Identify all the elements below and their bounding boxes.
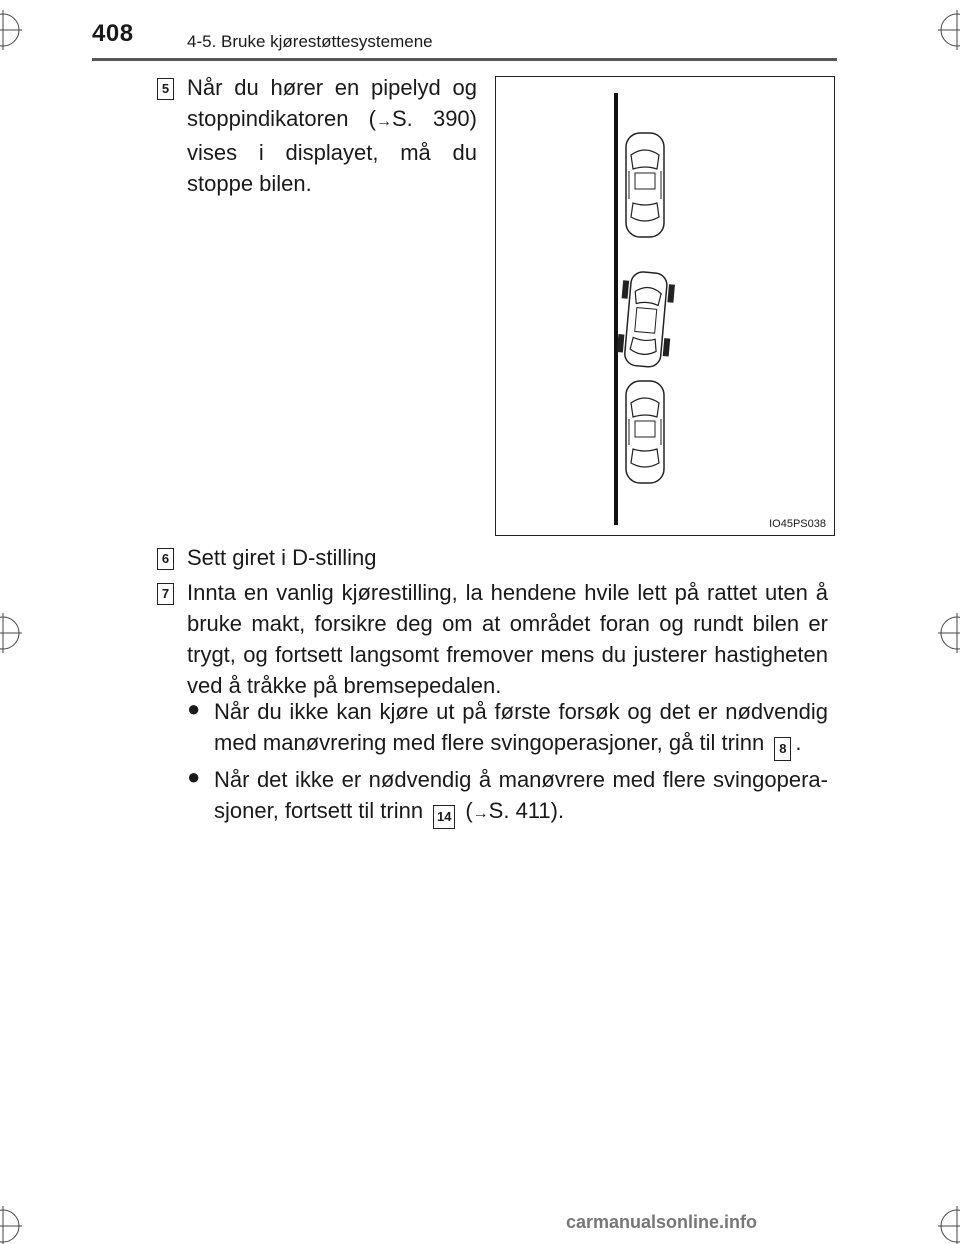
figure-code: IO45PS038 — [769, 518, 826, 530]
bullet-1-line-1: Når du ikke kan kjøre ut på første forsøk og det er nødvendig — [214, 699, 828, 724]
page-reference-arrow-icon: → — [375, 113, 392, 130]
crop-mark-top-left — [0, 0, 40, 60]
parked-car-front — [626, 133, 664, 237]
bullet-1-line-2-text: med manøvrering med flere svingoperasjoner, gå til trinn — [214, 730, 765, 755]
step-5-line-4: stoppe bilen. — [187, 171, 312, 196]
bullet-2-line-2 — [214, 795, 828, 829]
bullet-2-line-1: Når det ikke er nødvendig å manøvrere med flere svingopera- — [214, 767, 828, 792]
bullet-2-line-2-paren: ( — [459, 798, 473, 823]
step-7-line-2: bruke makt, forsikre deg om at området foran og rundt bilen er — [187, 611, 828, 636]
parked-car-rear — [626, 381, 664, 483]
bullet-2-page-reference: S. 411). — [488, 798, 565, 823]
step-5-line-3: vises i displayet, må du — [187, 140, 477, 165]
step-5-badge: 5 — [157, 78, 174, 100]
bullet-1-line-2-end: . — [795, 730, 802, 755]
step-7-text — [187, 577, 828, 701]
bullet-icon: ● — [187, 764, 201, 789]
header-divider — [92, 58, 837, 61]
step-7-line-4: ved å tråkke på bremsepedalen. — [187, 673, 502, 698]
crop-mark-bottom-left — [0, 1196, 40, 1244]
crop-mark-bottom-right — [920, 1196, 960, 1244]
step-14-reference-badge: 14 — [433, 805, 455, 829]
step-5-text — [187, 72, 477, 199]
bullet-2-text — [214, 764, 828, 829]
bullet-1-text — [214, 696, 828, 761]
section-title: 4-5. Bruke kjørestøttesystemene — [187, 32, 433, 51]
step-5-line-1: Når du hører en pipelyd og — [187, 75, 477, 100]
step-7-line-3: trygt, og fortsett langsomt fremover mens du justerer hastigheten — [187, 642, 828, 667]
bullet-1-line-2 — [214, 727, 828, 761]
page-reference-arrow-icon: → — [472, 805, 489, 822]
crop-mark-mid-left — [0, 608, 40, 658]
step-6-text: Sett giret i D-stilling — [187, 545, 377, 570]
parking-diagram — [496, 77, 833, 534]
step-8-reference-badge: 8 — [774, 737, 791, 761]
step-7-line-1: Innta en vanlig kjørestilling, la hendene hvile lett på rattet uten å — [187, 580, 828, 605]
crop-mark-top-right — [920, 0, 960, 60]
step-7-badge: 7 — [157, 583, 174, 605]
step-5-line-2-text: stoppindikatoren ( — [187, 106, 376, 131]
step-5-page-reference: S. 390) — [391, 106, 477, 131]
step-6-badge: 6 — [157, 548, 174, 570]
crop-mark-mid-right — [920, 608, 960, 658]
maneuvering-car — [616, 270, 676, 368]
bullet-2-line-2-text: sjoner, fortsett til trinn — [214, 798, 424, 823]
page-number: 408 — [92, 20, 134, 47]
watermark-text: carmanualsonline.info — [566, 1212, 758, 1232]
step-5-line-2 — [187, 103, 477, 137]
bullet-icon: ● — [187, 696, 201, 721]
parking-illustration — [495, 76, 835, 536]
